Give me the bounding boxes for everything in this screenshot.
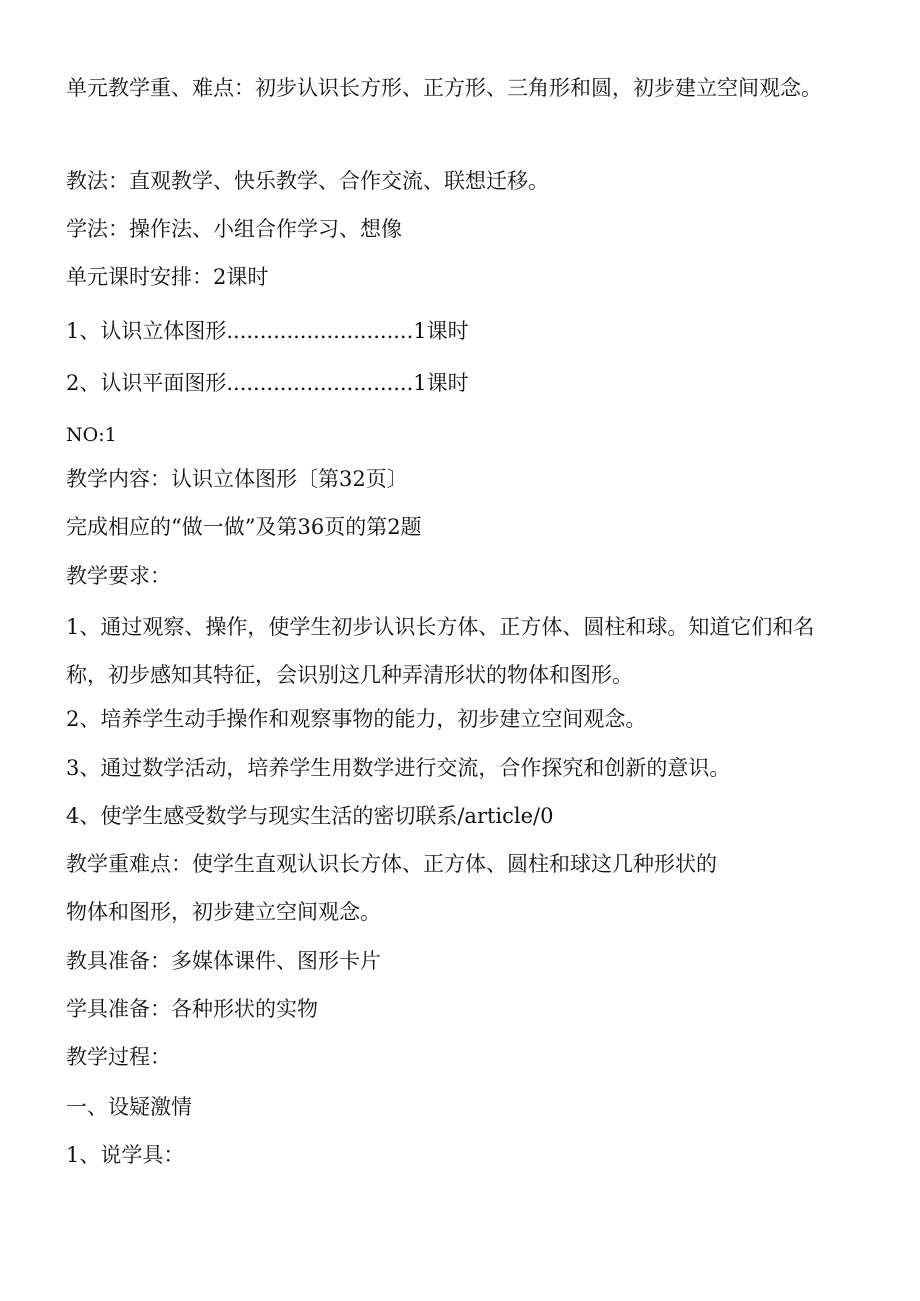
exercise-note: 完成相应的“做一做”及第36页的第2题 (66, 515, 422, 539)
requirement-1: 1、通过观察、操作，使学生初步认识长方体、正方体、圆柱和球。知道它们和名称，初步感知其特征，会识别这几种弄清形状的物体和图形。 (66, 615, 815, 687)
teaching-content: 教学内容：认识立体图形〔第32页〕 (66, 467, 408, 491)
lesson-number: NO:1 (66, 424, 117, 446)
teaching-aids: 教具准备：多媒体课件、图形卡片 (66, 949, 381, 973)
teaching-process-heading: 教学过程： (66, 1045, 171, 1069)
key-difficulty: 教学重难点：使学生直观认识长方体、正方体、圆柱和球这几种形状的 (66, 852, 717, 876)
learning-aids: 学具准备：各种形状的实物 (66, 997, 318, 1021)
schedule-item-2: 2、认识平面图形............................1课时 (66, 371, 469, 395)
schedule-item-1: 1、认识立体图形............................1课时 (66, 319, 469, 343)
key-difficulty-continued: 物体和图形，初步建立空间观念。 (66, 900, 381, 924)
teaching-method: 教法：直观教学、快乐教学、合作交流、联想迁移。 (66, 169, 549, 193)
section-1-heading: 一、设疑激情 (66, 1095, 192, 1119)
unit-key-points: 单元教学重、难点：初步认识长方形、正方形、三角形和圆，初步建立空间观念。 (66, 76, 822, 100)
learning-method: 学法：操作法、小组合作学习、想像 (66, 217, 402, 241)
requirement-3: 3、通过数学活动，培养学生用数学进行交流，合作探究和创新的意识。 (66, 756, 731, 780)
requirement-2: 2、培养学生动手操作和观察事物的能力，初步建立空间观念。 (66, 707, 647, 731)
unit-schedule: 单元课时安排：2课时 (66, 265, 269, 289)
teaching-requirements-heading: 教学要求： (66, 564, 171, 588)
step-1: 1、说学具： (66, 1143, 185, 1167)
requirement-4: 4、使学生感受数学与现实生活的密切联系/article/0 (66, 804, 554, 828)
